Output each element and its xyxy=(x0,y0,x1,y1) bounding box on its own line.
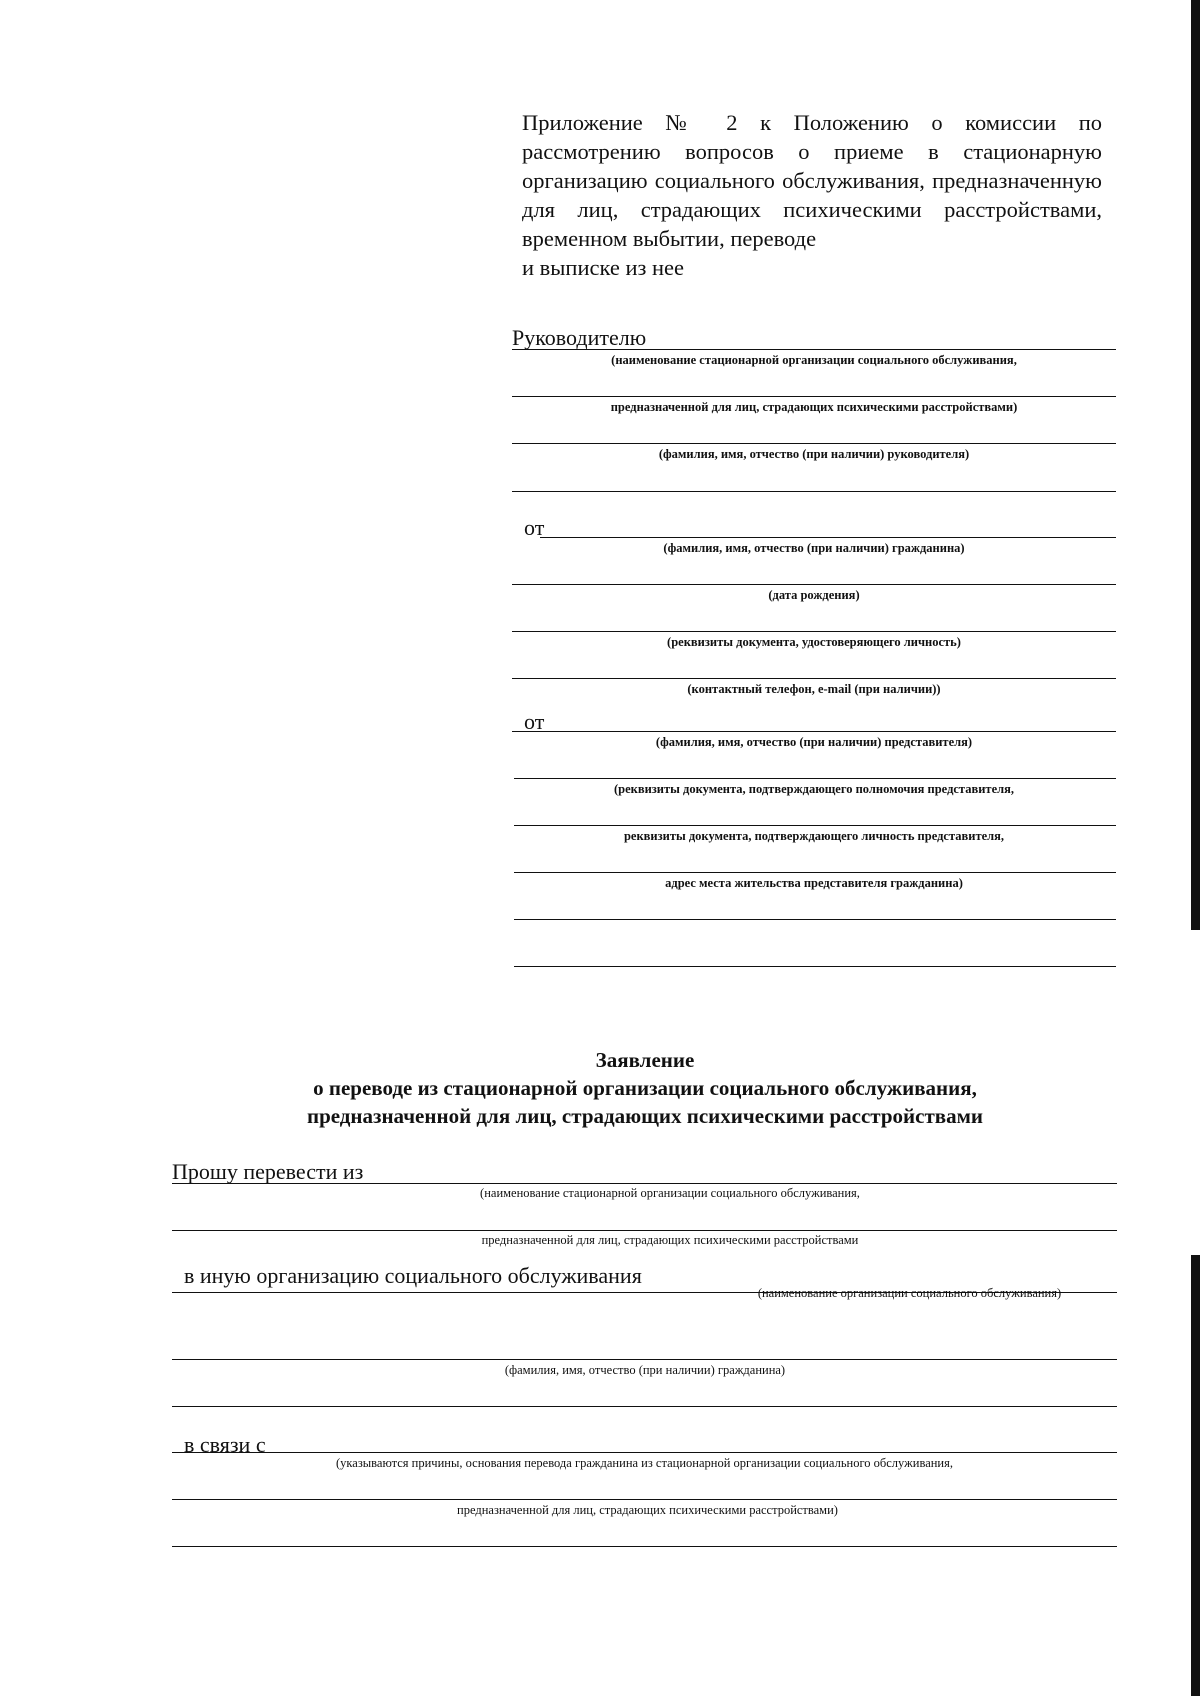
transfer-from-caption-2: предназначенной для лиц, страдающих психическими расстройствами xyxy=(481,1233,859,1247)
citizen-name-line[interactable] xyxy=(540,537,1116,538)
transfer-citizen-caption: (фамилия, имя, отчество (при наличии) гражданина) xyxy=(504,1363,786,1377)
citizen-id-line[interactable] xyxy=(512,631,1116,632)
statement-title-line-1: Заявление xyxy=(595,1048,695,1072)
statement-title-line-3: предназначенной для лиц, страдающих психическими расстройствами xyxy=(306,1104,984,1128)
representative-address-line-2[interactable] xyxy=(514,966,1116,967)
representative-caption-doc-3: адрес места жительства представителя гражданина) xyxy=(665,876,963,890)
reason-caption-1: (указываются причины, основания перевода гражданина из стационарной организации социального обслуживания, xyxy=(335,1456,953,1470)
addressee-line-4[interactable] xyxy=(512,491,1116,492)
citizen-birth-line[interactable] xyxy=(512,584,1116,585)
citizen-caption-birth: (дата рождения) xyxy=(768,588,860,602)
scan-edge-bar-bottom xyxy=(1191,1255,1200,1696)
citizen-contact-line[interactable] xyxy=(512,678,1116,679)
representative-address-line-1[interactable] xyxy=(514,919,1116,920)
addressee-caption-org-1: (наименование стационарной организации социального обслуживания, xyxy=(611,353,1017,367)
transfer-to-line-2[interactable] xyxy=(172,1359,1117,1360)
representative-doc-line-2[interactable] xyxy=(514,825,1116,826)
representative-caption-name: (фамилия, имя, отчество (при наличии) представителя) xyxy=(655,735,973,749)
citizen-caption-id: (реквизиты документа, удостоверяющего личность) xyxy=(667,635,961,649)
transfer-from-label: Прошу перевести из xyxy=(172,1159,364,1184)
transfer-from-line-2[interactable] xyxy=(172,1230,1117,1231)
citizen-caption-contact: (контактный телефон, e-mail (при наличии)) xyxy=(687,682,941,696)
transfer-to-caption: (наименование организации социального обслуживания) xyxy=(757,1286,1062,1300)
statement-title-line-2: о переводе из стационарной организации социального обслуживания, xyxy=(313,1076,977,1100)
addressee-line-3[interactable] xyxy=(512,443,1116,444)
addressee-caption-org-2: предназначенной для лиц, страдающих психическими расстройствами) xyxy=(610,400,1018,414)
representative-name-line[interactable] xyxy=(512,731,1116,732)
addressee-line-1[interactable] xyxy=(512,349,1116,350)
transfer-from-line-1[interactable] xyxy=(172,1183,1117,1184)
appendix-note xyxy=(522,108,1102,282)
addressee-line-2[interactable] xyxy=(512,396,1116,397)
from-representative-label: от xyxy=(524,709,545,734)
transfer-to-label: в иную организацию социального обслуживания xyxy=(184,1263,642,1288)
transfer-citizen-line[interactable] xyxy=(172,1406,1117,1407)
citizen-caption-name: (фамилия, имя, отчество (при наличии) гражданина) xyxy=(663,541,965,555)
appendix-note-tail: и выписке из нее xyxy=(522,255,685,280)
reason-line-1[interactable] xyxy=(172,1452,1117,1453)
representative-caption-doc-2: реквизиты документа, подтверждающего личность представителя, xyxy=(623,829,1005,843)
addressee-label: Руководителю xyxy=(512,325,647,350)
transfer-from-caption-1: (наименование стационарной организации социального обслуживания, xyxy=(480,1186,860,1200)
representative-doc-line-3[interactable] xyxy=(514,872,1116,873)
representative-caption-doc-1: (реквизиты документа, подтверждающего полномочия представителя, xyxy=(613,782,1015,796)
representative-doc-line-1[interactable] xyxy=(514,778,1116,779)
reason-line-3[interactable] xyxy=(172,1546,1117,1547)
reason-caption-2: предназначенной для лиц, страдающих психическими расстройствами) xyxy=(457,1503,838,1517)
statement-title xyxy=(150,1046,1140,1130)
reason-label: в связи с xyxy=(184,1432,266,1457)
appendix-note-body: Приложение № 2 к Положению о комиссии по рассмотрению вопросов о приеме в стационарную организацию социального обслуживания, предназначенную для лиц, страдающих психическими расстройствами, временном выбытии, переводе xyxy=(522,110,1102,251)
addressee-caption-head: (фамилия, имя, отчество (при наличии) руководителя) xyxy=(658,447,970,461)
reason-line-2[interactable] xyxy=(172,1499,1117,1500)
from-citizen-label: от xyxy=(524,515,545,540)
scan-edge-bar-top xyxy=(1191,0,1200,930)
